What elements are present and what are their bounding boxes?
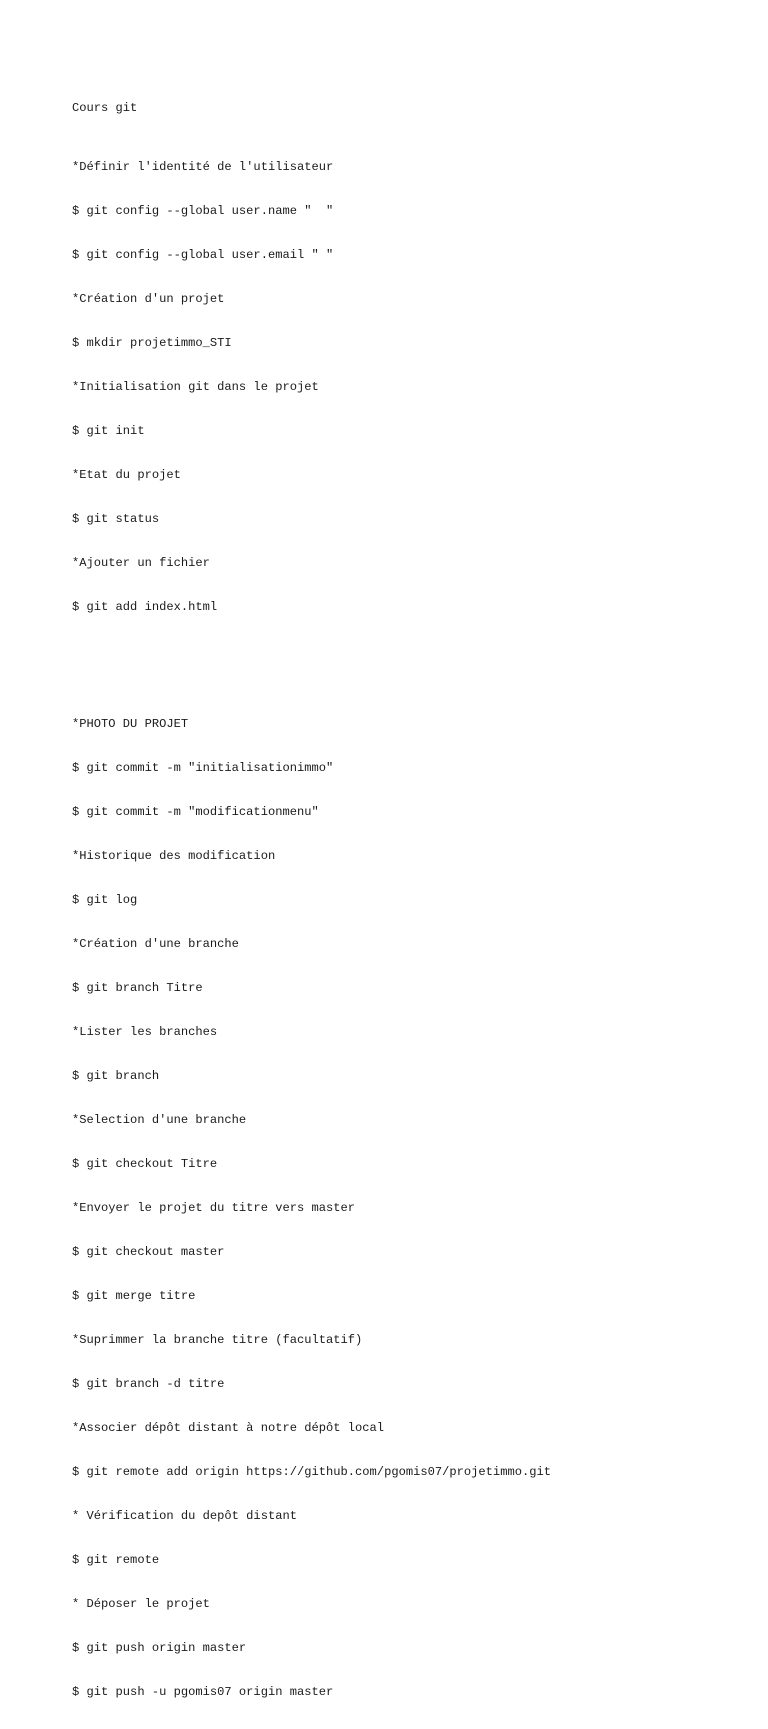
document-title: Cours git: [72, 101, 138, 116]
text-line: $ git branch: [72, 1069, 160, 1084]
text-line: $ git merge titre: [72, 1289, 196, 1304]
text-line: *Ajouter un fichier: [72, 556, 210, 571]
text-line: $ git commit -m "modificationmenu": [72, 805, 319, 820]
text-line: *Etat du projet: [72, 468, 181, 483]
text-line: $ git log: [72, 893, 138, 908]
text-line: $ git push -u pgomis07 origin master: [72, 1685, 334, 1700]
document-text: [72, 72, 551, 1729]
text-line: $ git config --global user.email " ": [72, 248, 334, 263]
text-line: $ mkdir projetimmo_STI: [72, 336, 232, 351]
text-line: *Définir l'identité de l'utilisateur: [72, 160, 334, 175]
text-line: *PHOTO DU PROJET: [72, 717, 189, 732]
text-line: *Suprimmer la branche titre (facultatif): [72, 1333, 363, 1348]
text-line: *Historique des modification: [72, 849, 276, 864]
text-line: $ git commit -m "initialisationimmo": [72, 761, 334, 776]
text-line: $ git status: [72, 512, 160, 527]
text-line: *Lister les branches: [72, 1025, 218, 1040]
text-line: *Création d'une branche: [72, 937, 239, 952]
text-line: $ git remote add origin https://github.com/pgomis07/projetimmo.git: [72, 1465, 551, 1480]
text-line: *Initialisation git dans le projet: [72, 380, 319, 395]
text-line: $ git branch -d titre: [72, 1377, 225, 1392]
text-line: $ git push origin master: [72, 1641, 247, 1656]
text-line: *Envoyer le projet du titre vers master: [72, 1201, 356, 1216]
text-line: $ git remote: [72, 1553, 160, 1568]
text-line: * Vérification du depôt distant: [72, 1509, 297, 1524]
text-line: *Création d'un projet: [72, 292, 225, 307]
text-line: $ git add index.html: [72, 600, 218, 615]
text-line: $ git checkout Titre: [72, 1157, 218, 1172]
text-line: * Déposer le projet: [72, 1597, 210, 1612]
blank-line: [72, 659, 551, 674]
text-line: $ git init: [72, 424, 145, 439]
text-line: *Selection d'une branche: [72, 1113, 247, 1128]
text-line: $ git config --global user.name " ": [72, 204, 334, 219]
text-line: $ git checkout master: [72, 1245, 225, 1260]
text-line: $ git branch Titre: [72, 981, 203, 996]
text-line: *Associer dépôt distant à notre dépôt local: [72, 1421, 385, 1436]
